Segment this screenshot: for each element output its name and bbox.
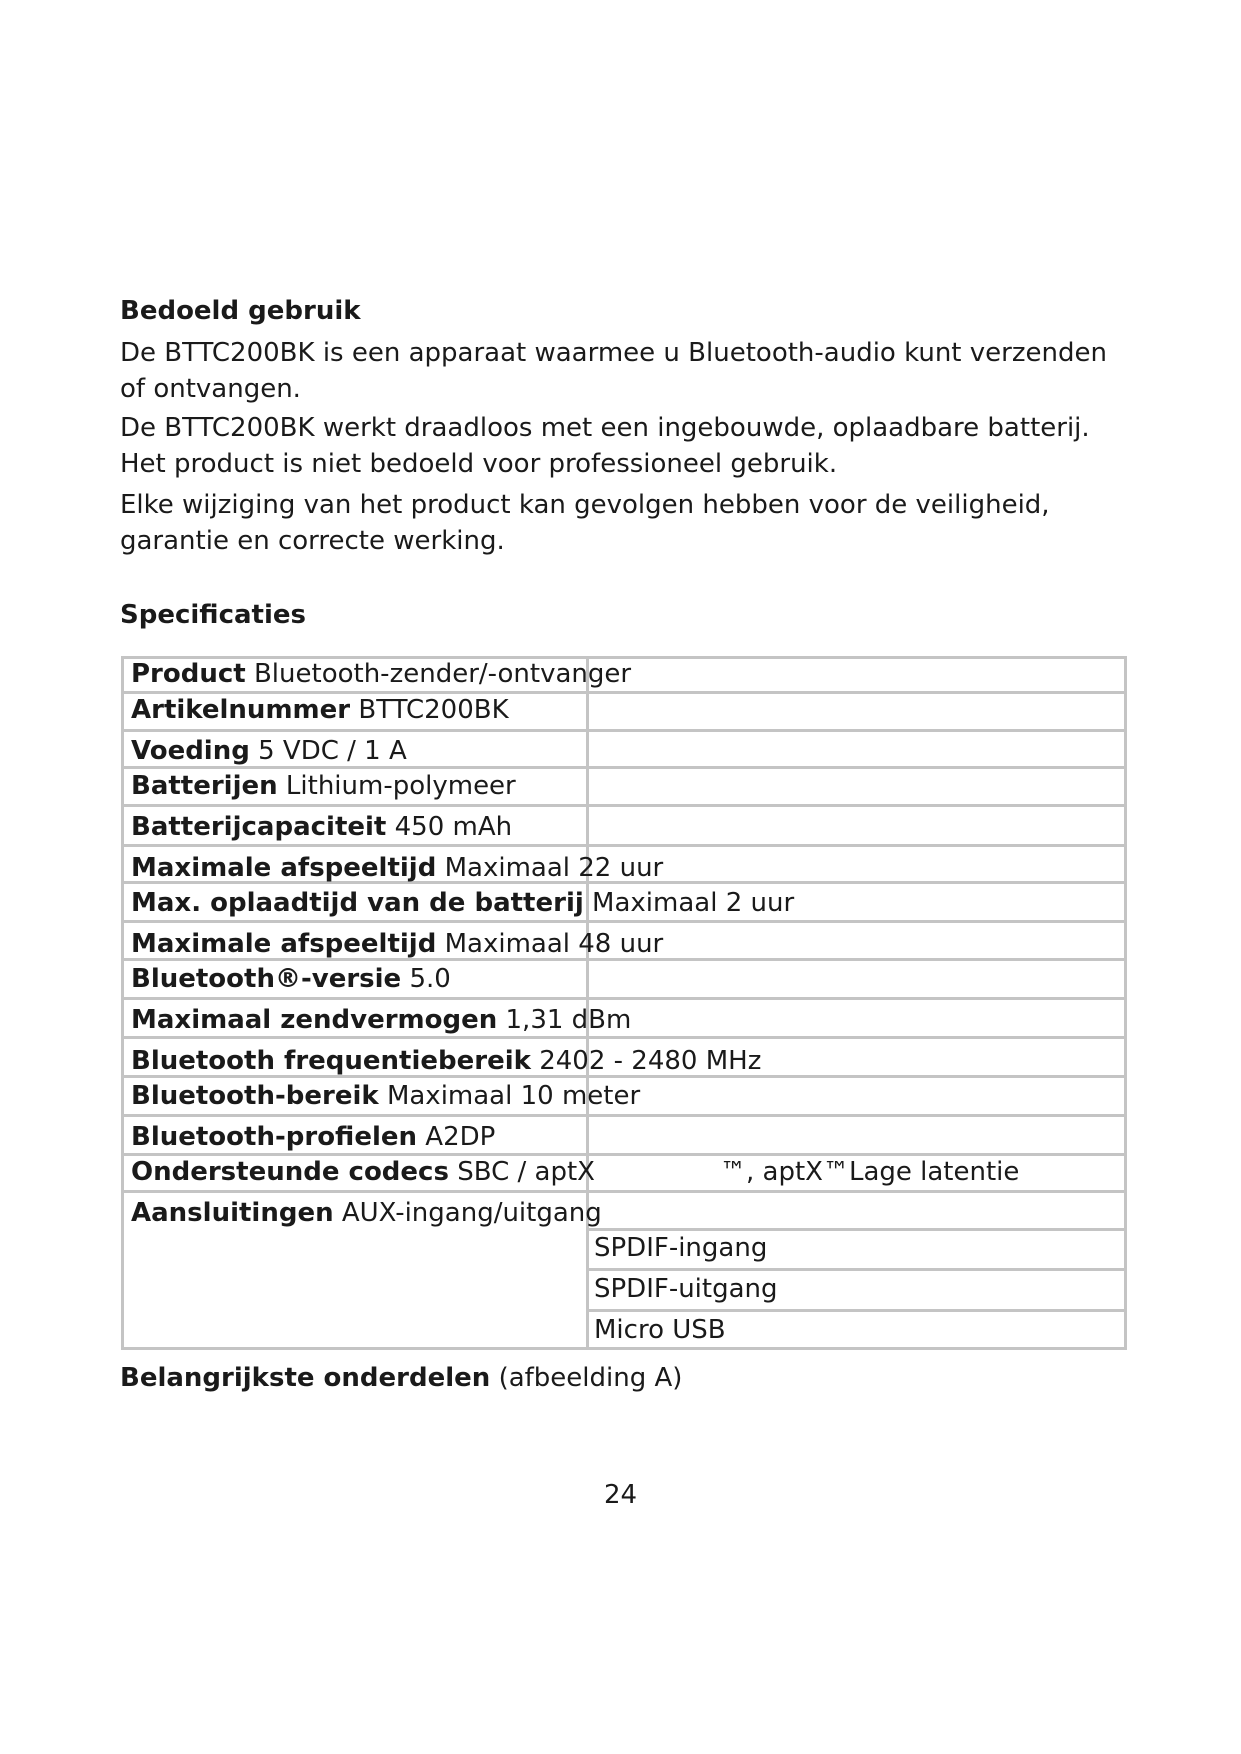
main-parts-heading: Belangrijkste onderdelen (afbeelding A) (120, 1363, 683, 1393)
table-column-divider (586, 656, 589, 1350)
table-row-divider (121, 729, 1127, 732)
intended-use-paragraph-1: De BTTC200BK is een apparaat waarmee u Bluetooth-audio kunt verzenden of ontvangen. (120, 338, 1107, 404)
codecs-extra-text: ™, aptX™Lage latentie (720, 1157, 1020, 1187)
table-row-divider (121, 766, 1127, 769)
spec-row-connections: Aansluitingen AUX-ingang/uitgang (131, 1198, 602, 1228)
spec-row-power: Voeding 5 VDC / 1 A (131, 736, 407, 766)
table-row-divider (121, 804, 1127, 807)
connection-micro-usb: Micro USB (594, 1315, 726, 1345)
specifications-heading: Specificaties (120, 600, 306, 630)
spec-row-max-transmit-power: Maximaal zendvermogen 1,31 dBm (131, 1005, 632, 1035)
table-row-divider (586, 1268, 1127, 1271)
spec-row-batteries: Batterijen Lithium-polymeer (131, 771, 516, 801)
spec-row-article-number: Artikelnummer BTTC200BK (131, 695, 509, 725)
connection-spdif-input: SPDIF-ingang (594, 1233, 768, 1263)
intended-use-heading: Bedoeld gebruik (120, 296, 361, 326)
table-row-divider (121, 1190, 1127, 1193)
spec-row-max-playtime-2: Maximale afspeeltijd Maximaal 48 uur (131, 929, 664, 959)
table-row-divider (121, 844, 1127, 847)
table-row-divider (586, 1228, 1127, 1231)
spec-row-product: Product Bluetooth-zender/-ontvanger (131, 659, 632, 689)
spec-row-battery-capacity: Batterijcapaciteit 450 mAh (131, 812, 513, 842)
page-number: 24 (603, 1480, 638, 1510)
spec-row-bluetooth-frequency: Bluetooth frequentiebereik 2402 - 2480 MHz (131, 1046, 762, 1076)
connection-spdif-output: SPDIF-uitgang (594, 1274, 778, 1304)
spec-row-bluetooth-profiles: Bluetooth-profielen A2DP (131, 1122, 496, 1152)
spec-row-max-playtime-1: Maximale afspeeltijd Maximaal 22 uur (131, 853, 664, 883)
table-row-divider (121, 1114, 1127, 1117)
spec-row-supported-codecs: Ondersteunde codecs SBC / aptX (131, 1157, 595, 1187)
table-row-divider (586, 1309, 1127, 1312)
intended-use-paragraph-3: Elke wijziging van het product kan gevolgen hebben voor de veiligheid, garantie en correcte werking. (120, 490, 1050, 556)
spec-row-max-charge-time: Max. oplaadtijd van de batterij Maximaal 2 uur (131, 888, 795, 918)
intended-use-paragraph-2: De BTTC200BK werkt draadloos met een ingebouwde, oplaadbare batterij. Het product is niet bedoeld voor professioneel gebruik. (120, 413, 1090, 479)
table-row-divider (121, 1036, 1127, 1039)
spec-row-bluetooth-version: Bluetooth®-versie 5.0 (131, 964, 451, 994)
spec-row-bluetooth-range: Bluetooth-bereik Maximaal 10 meter (131, 1081, 641, 1111)
table-row-divider (121, 691, 1127, 694)
table-row-divider (121, 920, 1127, 923)
table-row-divider (121, 1153, 1127, 1156)
table-row-divider (121, 997, 1127, 1000)
